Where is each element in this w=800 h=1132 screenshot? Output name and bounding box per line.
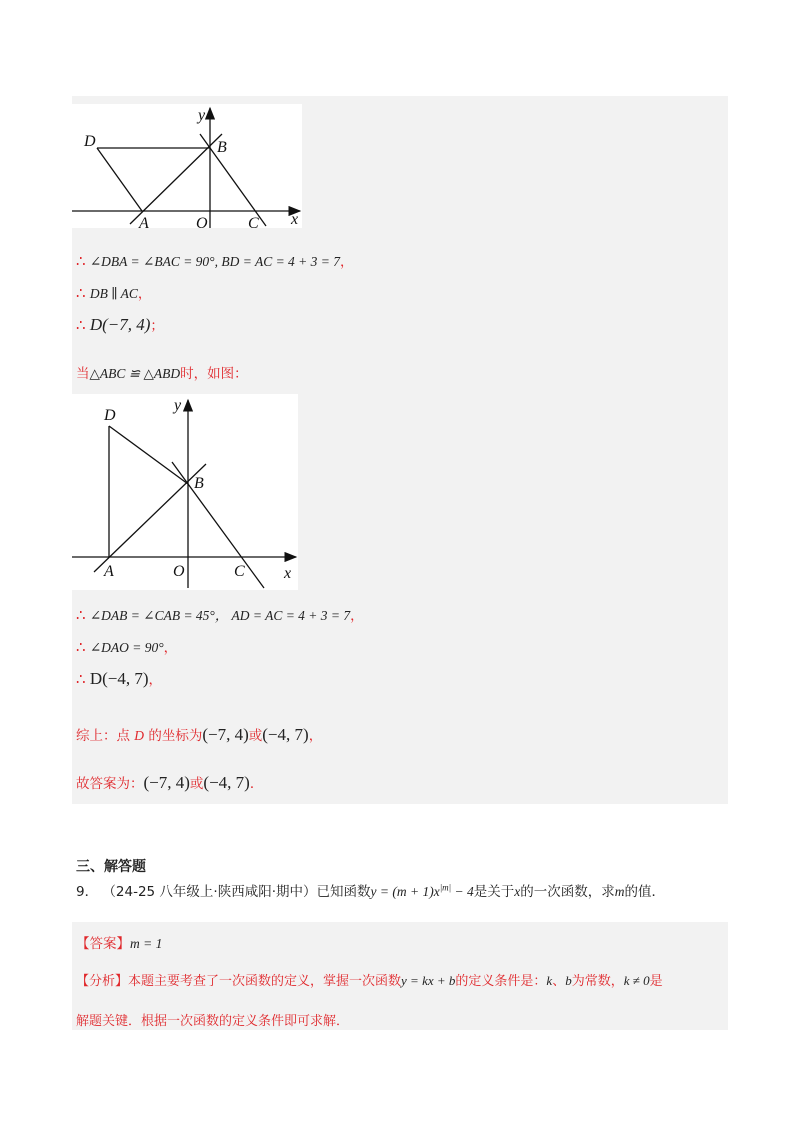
summary-line bbox=[76, 724, 322, 745]
label-d: D bbox=[84, 133, 96, 150]
answer-line bbox=[76, 932, 162, 952]
solution-line-7 bbox=[76, 668, 162, 689]
coordinate-d: D(−7, 4) bbox=[89, 315, 151, 334]
final-answer-line bbox=[76, 772, 263, 793]
therefore-symbol: ∴ bbox=[76, 638, 86, 656]
case-prefix: 当 bbox=[76, 366, 90, 382]
solution-line-1 bbox=[76, 250, 354, 270]
label-x: x bbox=[284, 565, 292, 582]
angle-equation: ∠DBA = ∠BAC = 90°, BD = AC = 4 + 3 = 7 bbox=[89, 254, 341, 269]
therefore-symbol: ∴ bbox=[76, 284, 86, 302]
coordinate-d: D(−4, 7) bbox=[89, 669, 149, 688]
punctuation: ． bbox=[249, 776, 264, 792]
label-c: C bbox=[248, 215, 259, 228]
or-word: 或 bbox=[189, 776, 204, 792]
figure-2 bbox=[72, 394, 298, 590]
solution-line-6 bbox=[76, 636, 177, 656]
question-text: 的一次函数，求 bbox=[520, 884, 615, 900]
analysis-text: 本题主要考查了一次函数的定义，掌握一次函数 bbox=[128, 974, 402, 989]
question-text: 是关于 bbox=[473, 884, 515, 900]
label-b: B bbox=[217, 139, 227, 156]
therefore-symbol: ∴ bbox=[76, 252, 86, 270]
label-o: O bbox=[173, 563, 185, 580]
summary-prefix: 综上：点 bbox=[76, 728, 130, 744]
analysis-line-2: 解题关键．根据一次函数的定义条件即可求解． bbox=[76, 1014, 350, 1029]
analysis-tag: 【分析】 bbox=[76, 974, 129, 989]
therefore-symbol: ∴ bbox=[76, 316, 86, 334]
case-suffix: 时，如图： bbox=[180, 366, 248, 382]
variable-k: k bbox=[546, 973, 553, 988]
variable-m: m bbox=[614, 884, 625, 899]
segment-db bbox=[109, 426, 188, 484]
question-text: 已知函数 bbox=[316, 884, 371, 900]
label-y: y bbox=[174, 397, 182, 414]
punctuation: ， bbox=[163, 640, 178, 656]
condition: k ≠ 0 bbox=[623, 973, 650, 988]
label-b: B bbox=[194, 475, 204, 492]
label-a: A bbox=[104, 563, 114, 580]
coordinate-1: (−7, 4) bbox=[202, 725, 249, 744]
congruence: △ABC ≌ △ABD bbox=[89, 366, 181, 381]
summary-middle: 的坐标为 bbox=[148, 728, 203, 744]
or-word: 或 bbox=[248, 728, 263, 744]
variable-x: x bbox=[514, 884, 521, 899]
punctuation: ， bbox=[148, 672, 163, 688]
answer-value: m = 1 bbox=[130, 936, 163, 951]
linear-function-formula: y = kx + b bbox=[401, 973, 456, 988]
final-answer-prefix: 故答案为： bbox=[76, 776, 144, 792]
punctuation: ， bbox=[340, 254, 354, 270]
label-d: D bbox=[104, 407, 116, 424]
label-c: C bbox=[234, 563, 245, 580]
coordinate-2: (−4, 7) bbox=[203, 773, 250, 792]
point-d: D bbox=[134, 728, 145, 743]
label-x: x bbox=[291, 211, 299, 228]
angle-equation: ∠DAB = ∠CAB = 45°， AD = AC = 4 + 3 = 7 bbox=[89, 608, 351, 623]
line-bc bbox=[172, 462, 264, 588]
punctuation: ， bbox=[350, 608, 364, 624]
segment-da bbox=[97, 148, 142, 211]
answer-tag: 【答案】 bbox=[76, 936, 130, 952]
punctuation: ， bbox=[308, 728, 323, 744]
variable-b: b bbox=[565, 973, 572, 988]
question-text: 的值． bbox=[624, 884, 666, 900]
punctuation: ， bbox=[137, 286, 152, 302]
therefore-symbol: ∴ bbox=[76, 606, 86, 624]
question-source: （24-25 八年级上·陕西咸阳·期中） bbox=[102, 884, 317, 900]
solution-line-3 bbox=[76, 314, 164, 335]
analysis-text: 是 bbox=[649, 974, 663, 989]
solution-line-2 bbox=[76, 282, 151, 302]
parallel-statement: DB ∥ AC bbox=[89, 286, 138, 301]
analysis-line-1 bbox=[76, 970, 663, 989]
analysis-text: 为常数， bbox=[571, 974, 624, 989]
coordinate-2: (−4, 7) bbox=[262, 725, 309, 744]
label-a: A bbox=[139, 215, 149, 228]
section-heading: 三、解答题 bbox=[76, 859, 146, 875]
solution-line-4 bbox=[76, 362, 248, 382]
label-y: y bbox=[198, 107, 206, 124]
question-number: 9． bbox=[76, 884, 99, 900]
right-angle-statement: ∠DAO = 90° bbox=[89, 640, 164, 655]
punctuation: ； bbox=[150, 318, 164, 334]
analysis-text: 的定义条件是： bbox=[455, 974, 547, 989]
therefore-symbol: ∴ bbox=[76, 670, 86, 688]
label-o: O bbox=[196, 215, 208, 228]
function-formula: $y = (m + 1)x^{|m|} - 4$ bbox=[370, 882, 474, 899]
figure-1 bbox=[72, 104, 302, 228]
line-ab bbox=[94, 464, 206, 572]
coordinate-1: (−7, 4) bbox=[143, 773, 190, 792]
solution-line-5 bbox=[76, 604, 364, 624]
figure-1-svg bbox=[72, 104, 302, 228]
question-9 bbox=[76, 880, 665, 900]
figure-2-svg bbox=[72, 394, 298, 590]
separator: 、 bbox=[552, 974, 566, 989]
